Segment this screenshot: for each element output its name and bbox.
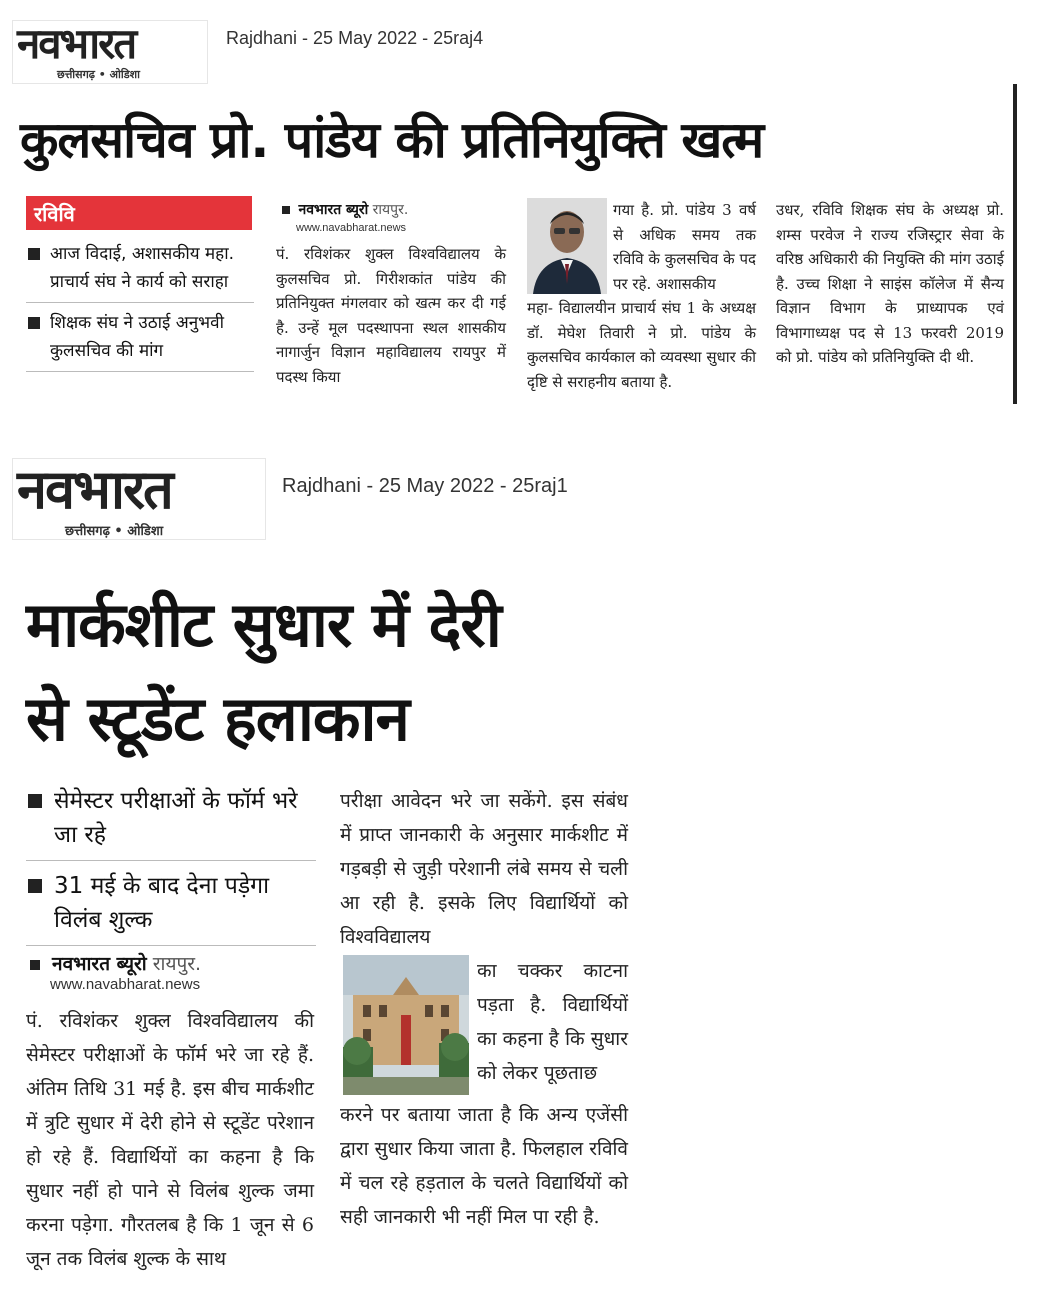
divider — [26, 302, 254, 303]
headline-line-2: से स्टूडेंट हलाकान — [26, 682, 409, 755]
divider — [26, 945, 316, 946]
headline: कुलसचिव प्रो. पांडेय की प्रतिनियुक्ति खत्म — [20, 111, 764, 169]
bullet-item — [26, 869, 316, 937]
university-photo — [343, 955, 469, 1095]
article-column-1: पं. रविशंकर शुक्ल विश्वविद्यालय की सेमेस्टर परीक्षाओं के फॉर्म भरे जा रहे हैं. अंतिम तिथि 31 मई है. इस बीच मार्कशीट में त्रुटि सुधार में देरी होने से स्टूडेंट परेशान हो रहे हैं. विद्यार्थियों का कहना है कि सुधार नहीं हो पाने से विलंब शुल्क जमा करना पड़ेगा. गौरतलब है कि 1 जून से 6 जून तक विलंब शुल्क के साथ — [26, 1010, 314, 1270]
building-photo-icon — [343, 955, 469, 1095]
logo-subtitle: छत्तीसगढ़ • ओडिशा — [57, 68, 140, 81]
bullet-text: 31 मई के बाद देना पड़ेगा विलंब शुल्क — [54, 873, 270, 933]
bullet-item — [26, 309, 254, 365]
bullet-item — [26, 784, 316, 852]
bullet-list — [26, 784, 316, 954]
bullet-text: शिक्षक संघ ने उठाई अनुभवी कुलसचिव की मांग — [50, 313, 224, 361]
section-tag-label: रविवि — [34, 202, 75, 226]
newspaper-logo: नवभारत — [17, 19, 136, 68]
bullet-square-icon — [30, 960, 40, 970]
logo-box-1 — [12, 20, 208, 84]
website: www.navabharat.news — [50, 976, 201, 993]
article-column-2-top: गया है. प्रो. पांडेय 3 वर्ष से अधिक समय तक रविवि के कुलसचिव के पद पर रहे. अशासकीय — [613, 201, 756, 293]
article-column-2-side: का चक्कर काटना पड़ता है. विद्यार्थियों का कहना है कि सुधार को लेकर पूछताछ — [477, 960, 628, 1084]
portrait-icon — [527, 198, 607, 294]
logo-subtitle: छत्तीसगढ़ • ओडिशा — [65, 524, 164, 539]
bullet-item — [26, 240, 254, 296]
article-column-3: उधर, रविवि शिक्षक संघ के अध्यक्ष प्रो. शम्स परवेज ने राज्य रजिस्ट्रार सेवा के वरिष्ठ अधिकारी की नियुक्ति की मांग उठाई है. उच्च शिक्षा ने साइंस कॉलेज में सैन्य विज्ञान विभाग के प्राध्यापक एवं विभागाध्यक्ष पद से 13 फरवरी 2019 को प्रो. पांडेय को प्रतिनियुक्ति दी थी. — [776, 201, 1004, 366]
bullet-square-icon — [28, 879, 42, 893]
section-tag — [26, 196, 252, 230]
bullet-text: आज विदाई, अशासकीय महा. प्राचार्य संघ ने कार्य को सराहा — [50, 244, 234, 292]
author-photo — [527, 198, 607, 294]
column-rule-right — [1013, 84, 1017, 404]
dateline: Rajdhani - 25 May 2022 - 25raj1 — [282, 475, 568, 497]
bullet-square-icon — [282, 206, 290, 214]
dateline: Rajdhani - 25 May 2022 - 25raj4 — [226, 28, 484, 48]
bureau-name: नवभारत ब्यूरो — [298, 202, 369, 218]
article-column-1: पं. रविशंकर शुक्ल विश्वविद्यालय के कुलसचिव प्रो. गिरीशकांत पांडेय की प्रतिनियुक्त मंगलवार को खत्म कर दी गई है. उन्हें मूल पदस्थापना स्थल शासकीय नागार्जुन विज्ञान महाविद्यालय रायपुर में पदस्थ किया — [276, 245, 506, 386]
bureau-city: रायपुर. — [152, 953, 202, 975]
divider — [26, 860, 316, 861]
byline — [30, 950, 201, 976]
byline — [282, 200, 408, 219]
bullet-text: सेमेस्टर परीक्षाओं के फॉर्म भरे जा रहे — [54, 788, 298, 848]
newspaper-logo: नवभारत — [17, 458, 172, 521]
bureau-name: नवभारत ब्यूरो — [52, 953, 147, 975]
headline-line-1: मार्कशीट सुधार में देरी — [26, 588, 501, 661]
divider — [26, 371, 254, 372]
bullet-square-icon — [28, 794, 42, 808]
website: www.navabharat.news — [296, 222, 407, 234]
article-column-2-bottom: महा- विद्यालयीन प्राचार्य संघ 1 के अध्यक्ष डॉ. मेघेश तिवारी ने प्रो. पांडेय के कुलसचिव कार्यकाल को व्यवस्था सुधार की दृष्टि से सराहनीय बताया है. — [527, 299, 756, 391]
bureau-city: रायपुर. — [372, 202, 409, 218]
bullet-square-icon — [28, 248, 40, 260]
logo-box-2 — [12, 458, 266, 540]
article-column-2-top: परीक्षा आवेदन भरे जा सकेंगे. इस संबंध में प्राप्त जानकारी के अनुसार मार्कशीट में गड़बड़ी से जुड़ी परेशानी लंबे समय से चली आ रही है. इसके लिए विद्यार्थियों को विश्वविद्यालय — [340, 790, 628, 948]
bullet-square-icon — [28, 317, 40, 329]
bullet-list — [26, 240, 254, 378]
article-column-2-bottom: करने पर बताया जाता है कि अन्य एजेंसी द्वारा सुधार किया जाता है. फिलहाल रविवि में चल रहे हड़ताल के चलते विद्यार्थियों को सही जानकारी भी नहीं मिल पा रही है. — [340, 1104, 628, 1228]
